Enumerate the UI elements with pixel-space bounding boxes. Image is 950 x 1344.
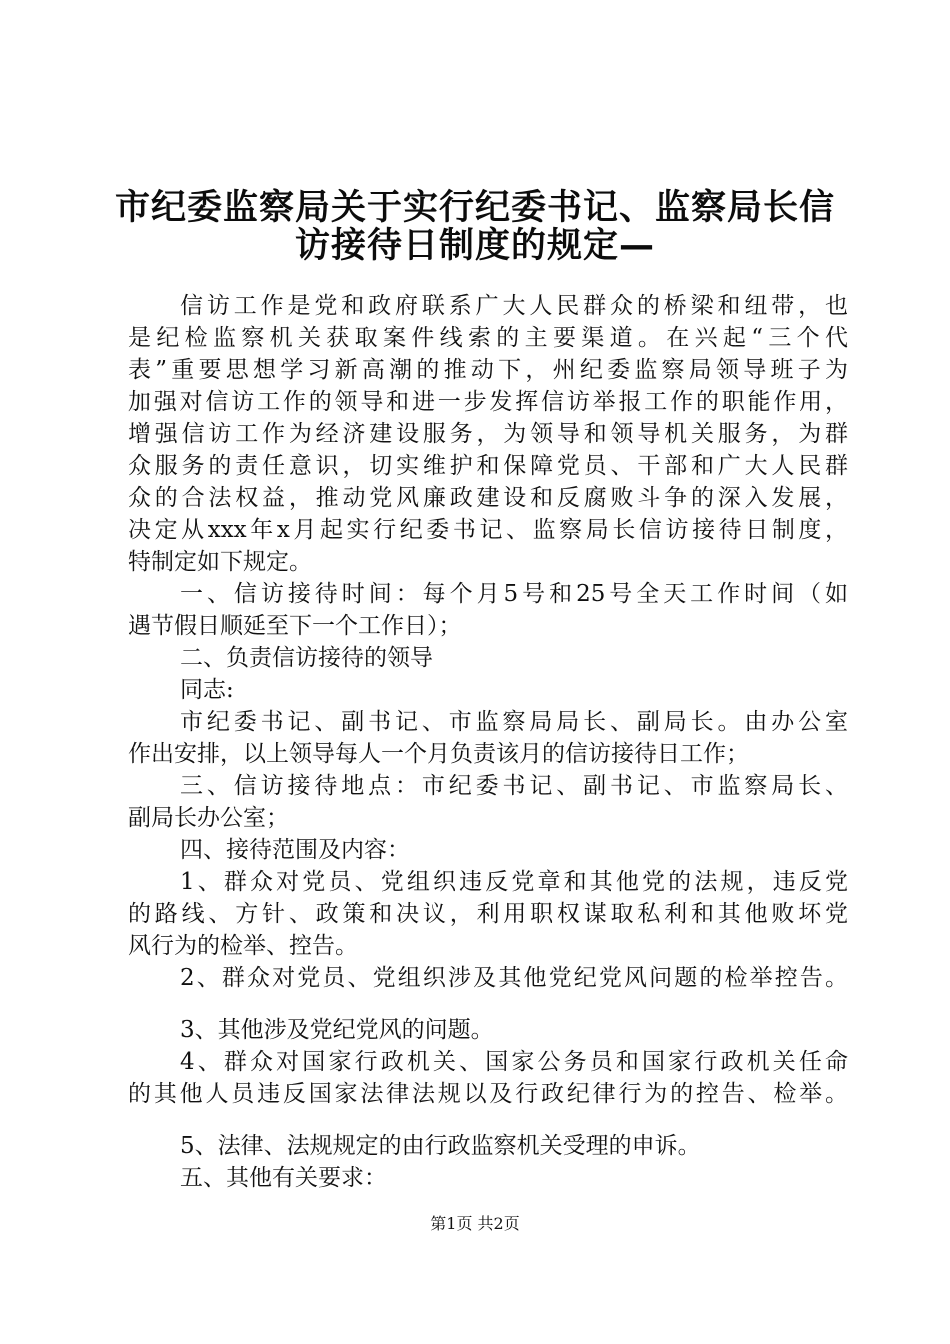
paragraph-line: 众的合法权益，推动党风廉政建设和反腐败斗争的深入发展， <box>128 485 848 511</box>
section-heading: 二、负责信访接待的领导 <box>180 645 433 671</box>
document-title-line-2: 访接待日制度的规定— <box>294 226 655 266</box>
section-heading: 五、其他有关要求： <box>180 1165 387 1191</box>
paragraph-line: 是纪检监察机关获取案件线索的主要渠道。在兴起“三个代 <box>128 325 848 351</box>
paragraph-line: 遇节假日顺延至下一个工作日）； <box>128 613 462 639</box>
paragraph-gap <box>128 994 848 1014</box>
paragraph-line: 加强对信访工作的领导和进一步发挥信访举报工作的职能作用， <box>128 389 848 415</box>
paragraph-line: 一、信访接待时间：每个月5号和25号全天工作时间（如 <box>180 581 848 607</box>
list-item-line: 的路线、方针、政策和决议，利用职权谋取私利和其他败坏党 <box>128 901 848 927</box>
paragraph-line: 表”重要思想学习新高潮的推动下，州纪委监察局领导班子为 <box>128 357 848 383</box>
list-item-line: 风行为的检举、控告。 <box>128 933 358 959</box>
list-item-line: 3、其他涉及党纪党风的问题。 <box>180 1017 494 1043</box>
paragraph-line: 决定从xxx年x月起实行纪委书记、监察局长信访接待日制度， <box>128 517 848 543</box>
paragraph-line: 众服务的责任意识，切实维护和保障党员、干部和广大人民群 <box>128 453 848 479</box>
paragraph-line: 同志: <box>180 677 234 703</box>
list-item-line: 的其他人员违反国家法律法规以及行政纪律行为的控告、检举。 <box>128 1081 848 1107</box>
paragraph-line: 增强信访工作为经济建设服务，为领导和领导机关服务，为群 <box>128 421 848 447</box>
list-item-line: 2、群众对党员、党组织涉及其他党纪党风问题的检举控告。 <box>180 965 848 991</box>
list-item-line: 5、法律、法规规定的由行政监察机关受理的申诉。 <box>180 1133 701 1159</box>
paragraph-gap <box>128 1110 848 1130</box>
paragraph-line: 信访工作是党和政府联系广大人民群众的桥梁和纽带，也 <box>180 293 848 319</box>
paragraph-line: 特制定如下规定。 <box>128 549 312 575</box>
paragraph-line: 三、信访接待地点：市纪委书记、副书记、市监察局长、 <box>180 773 848 799</box>
document-body <box>128 290 848 1194</box>
paragraph-line: 作出安排，以上领导每人一个月负责该月的信访接待日工作； <box>128 741 749 767</box>
page-number-footer: 第1页 共2页 <box>430 1214 520 1233</box>
paragraph-line: 副局长办公室； <box>128 805 289 831</box>
list-item-line: 1、群众对党员、党组织违反党章和其他党的法规，违反党 <box>180 869 848 895</box>
paragraph-line: 市纪委书记、副书记、市监察局局长、副局长。由办公室 <box>180 709 848 735</box>
section-heading: 四、接待范围及内容： <box>180 837 410 863</box>
list-item-line: 4、群众对国家行政机关、国家公务员和国家行政机关任命 <box>180 1049 848 1075</box>
document-title-line-1: 市纪委监察局关于实行纪委书记、监察局长信 <box>114 188 835 228</box>
